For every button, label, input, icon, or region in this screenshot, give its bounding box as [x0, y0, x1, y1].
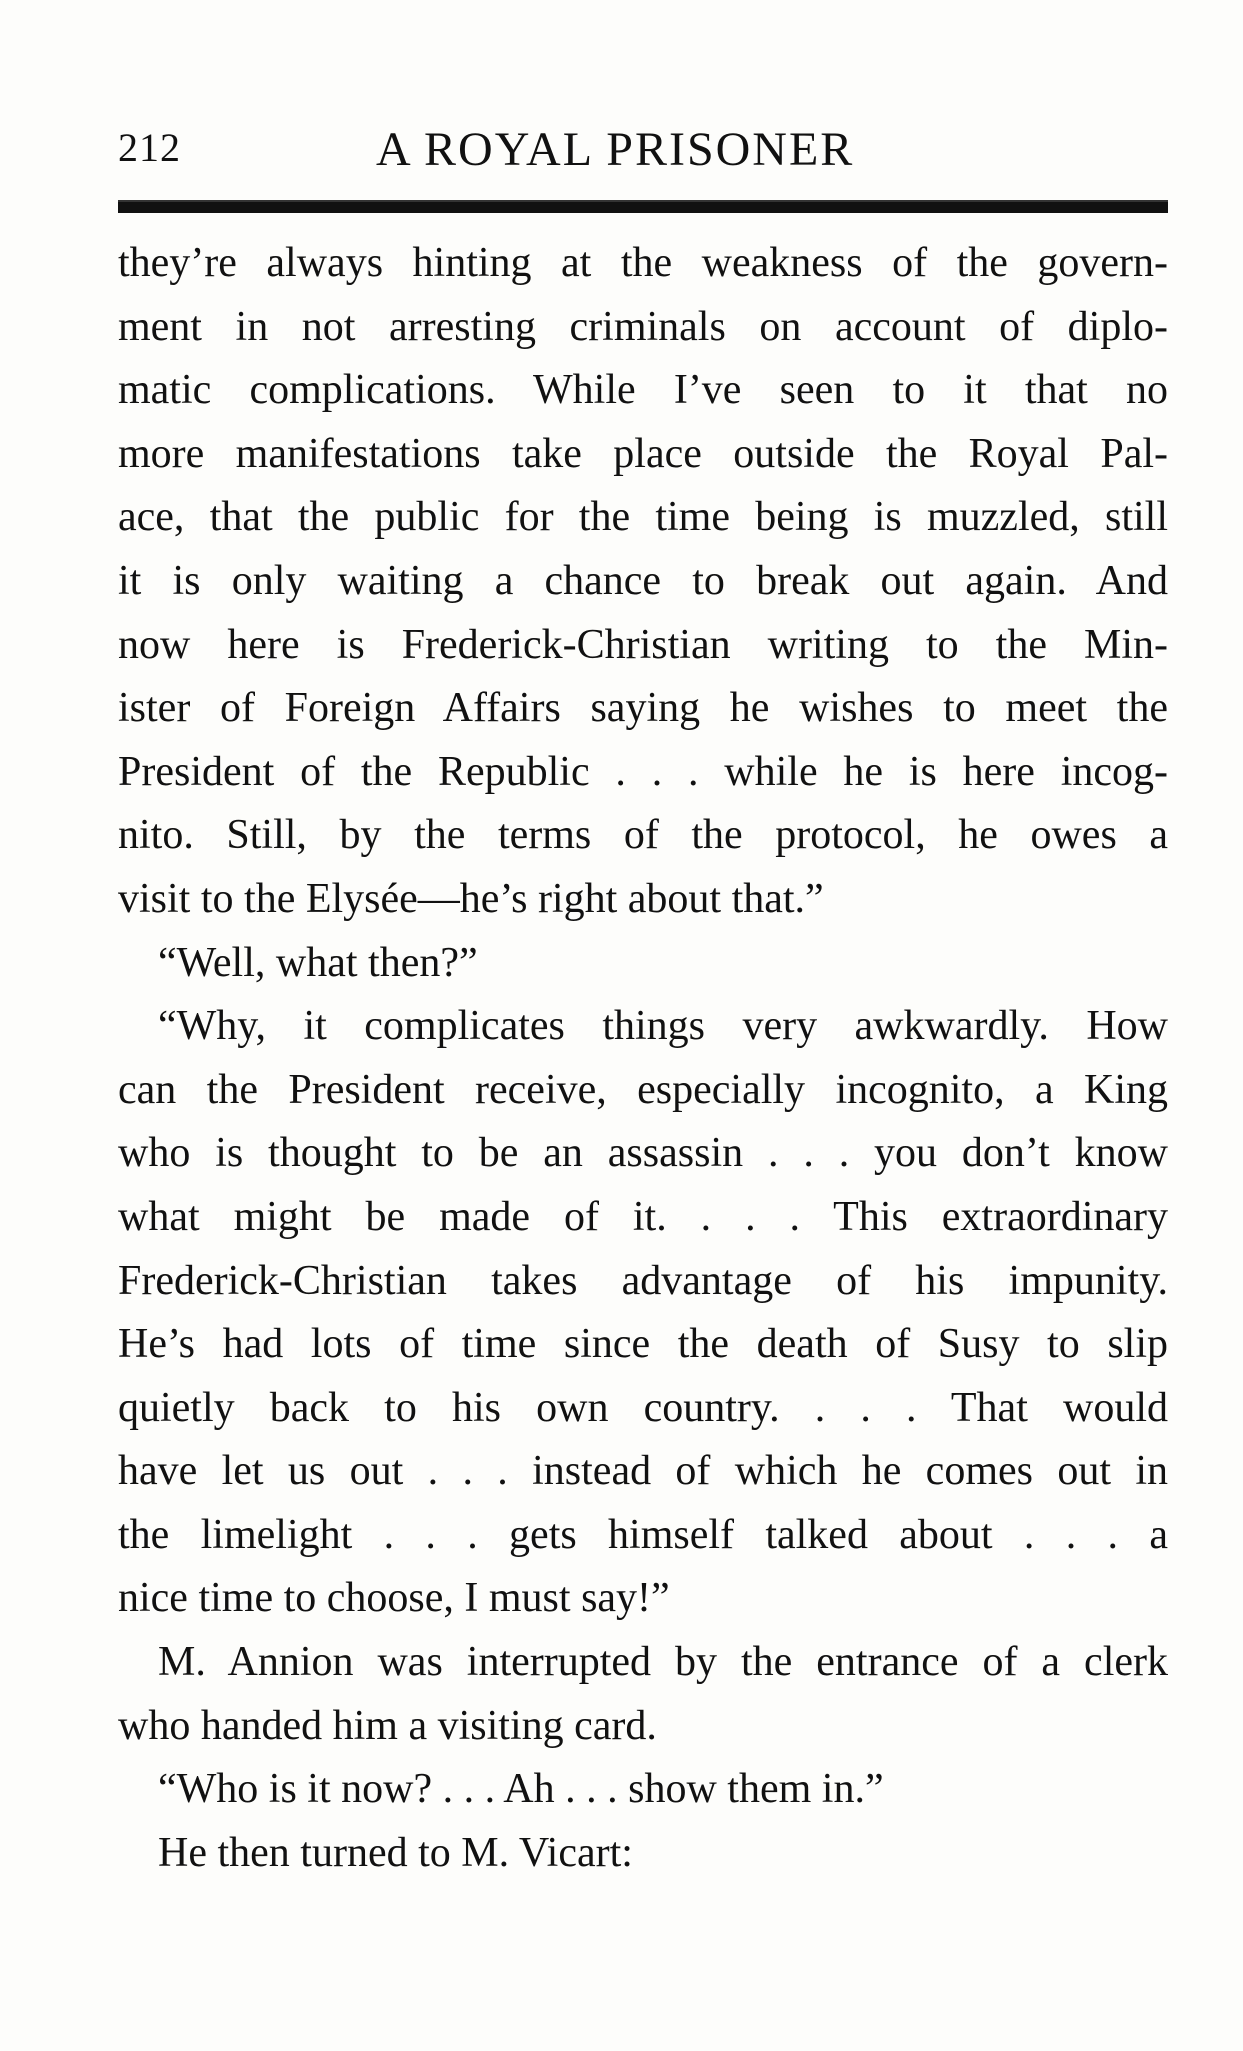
text-line: “Who is it now? . . . Ah . . . show them in.” — [158, 1766, 884, 1813]
text-line: the limelight . . . gets himself talked about . . . a — [118, 1511, 1168, 1558]
text-line: ister of Foreign Affairs saying he wishes to meet the — [118, 685, 1168, 732]
text-line: M. Annion was interrupted by the entrance of a clerk — [158, 1639, 1168, 1686]
text-line: now here is Frederick-Christian writing to the Min- — [118, 621, 1168, 668]
page-number: 212 — [118, 125, 181, 170]
text-line: Frederick-Christian takes advantage of his impunity. — [118, 1257, 1168, 1304]
running-title: A ROYAL PRISONER — [376, 123, 855, 176]
text-line: visit to the Elysée—he’s right about that.” — [118, 875, 824, 922]
text-line: can the President receive, especially incognito, a King — [118, 1066, 1168, 1113]
text-line: He’s had lots of time since the death of Susy to slip — [118, 1321, 1168, 1368]
text-line: quietly back to his own country. . . . That would — [118, 1384, 1168, 1431]
text-line: who is thought to be an assassin . . . you don’t know — [118, 1130, 1168, 1177]
text-line: it is only waiting a chance to break out again. And — [118, 557, 1168, 604]
text-line: nice time to choose, I must say!” — [118, 1575, 670, 1622]
text-line: He then turned to M. Vicart: — [158, 1829, 633, 1876]
text-line: have let us out . . . instead of which he comes out in — [118, 1448, 1168, 1495]
text-line: “Well, what then?” — [158, 939, 478, 986]
text-line: they’re always hinting at the weakness of the govern- — [118, 240, 1168, 286]
header-rule — [118, 200, 1168, 213]
text-line: what might be made of it. . . . This extraordinary — [118, 1193, 1168, 1240]
text-line: ace, that the public for the time being is muzzled, still — [118, 494, 1168, 541]
body-text — [118, 232, 1168, 1885]
text-line: nito. Still, by the terms of the protocol, he owes a — [118, 812, 1168, 859]
text-line: matic complications. While I’ve seen to it that no — [118, 367, 1168, 414]
text-line: more manifestations take place outside the Royal Pal- — [118, 430, 1168, 477]
text-line: President of the Republic . . . while he is here incog- — [118, 748, 1168, 795]
text-line: ment in not arresting criminals on account of diplo- — [118, 303, 1168, 350]
text-line: who handed him a visiting card. — [118, 1702, 657, 1749]
running-head — [118, 122, 1168, 182]
text-line: “Why, it complicates things very awkwardly. How — [158, 1003, 1168, 1050]
